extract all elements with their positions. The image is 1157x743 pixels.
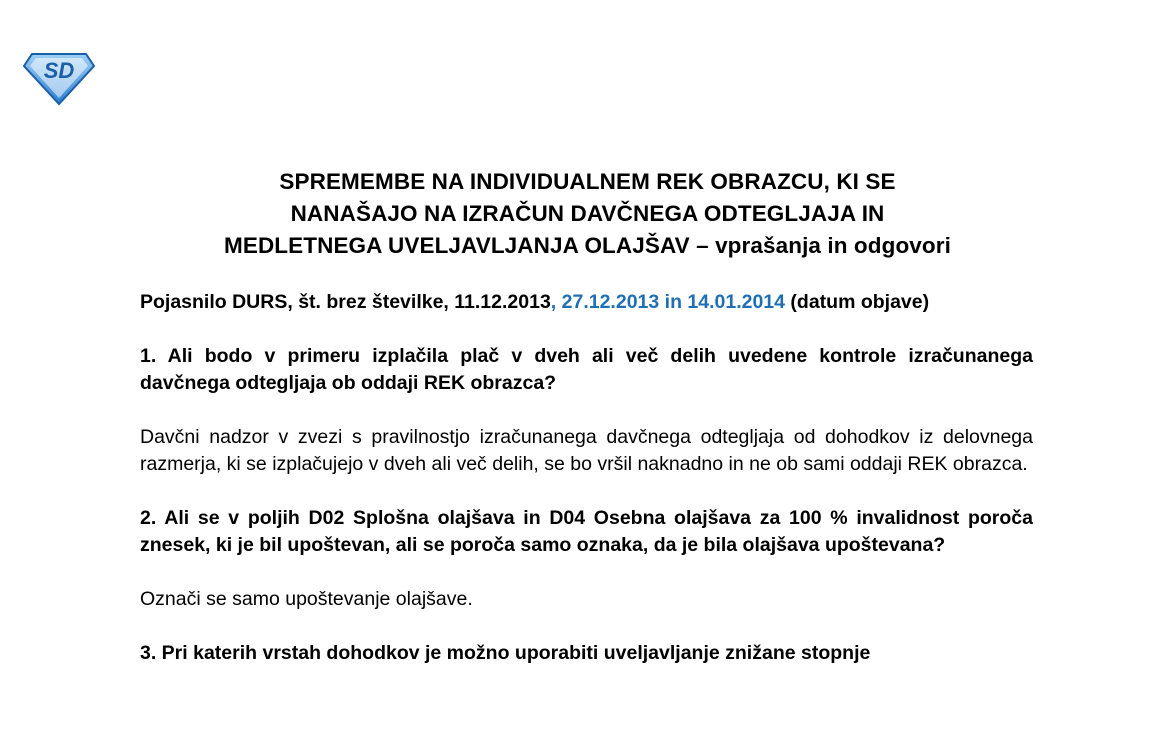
answer-2: Označi se samo upoštevanje olajšave. <box>140 588 473 610</box>
title-line-2: NANAŠAJO NA IZRAČUN DAVČNEGA ODTEGLJAJA IN <box>290 201 885 226</box>
intro-update-dates: , 27.12.2013 in 14.01.2014 <box>550 291 785 313</box>
logo-text: SD <box>43 58 75 83</box>
question-2: 2. Ali se v poljih D02 Splošna olajšava in D04 Osebna olajšava za 100 % invalidnost poroča znesek, ki je bil upoštevan, ali se poroča samo oznaka, da je bila olajšava upoštevana? <box>140 507 1033 556</box>
answer-1: Davčni nadzor v zvezi s pravilnostjo izračunanega davčnega odtegljaja od dohodkov iz delovnega razmerja, ki se izplačujejo v dveh ali več delih, se bo vršil naknadno in ne ob sami oddaji REK obrazca. <box>140 426 1033 475</box>
sd-logo <box>22 48 96 106</box>
document-title <box>140 166 1035 262</box>
title-line-1: SPREMEMBE NA INDIVIDUALNEM REK OBRAZCU, KI SE <box>279 169 896 194</box>
document-body <box>140 289 1033 694</box>
intro-suffix: (datum objave) <box>785 291 930 313</box>
question-3: 3. Pri katerih vrstah dohodkov je možno uporabiti uveljavljanje znižane stopnje <box>140 642 871 664</box>
title-line-3: MEDLETNEGA UVELJAVLJANJA OLAJŠAV – vprašanja in odgovori <box>224 233 951 258</box>
intro-paragraph <box>140 289 1033 316</box>
intro-source: Pojasnilo DURS, št. brez številke, 11.12.2013 <box>140 291 551 313</box>
question-1: 1. Ali bodo v primeru izplačila plač v dveh ali več delih uvedene kontrole izračunanega davčnega odtegljaja ob oddaji REK obrazca? <box>140 345 1033 394</box>
